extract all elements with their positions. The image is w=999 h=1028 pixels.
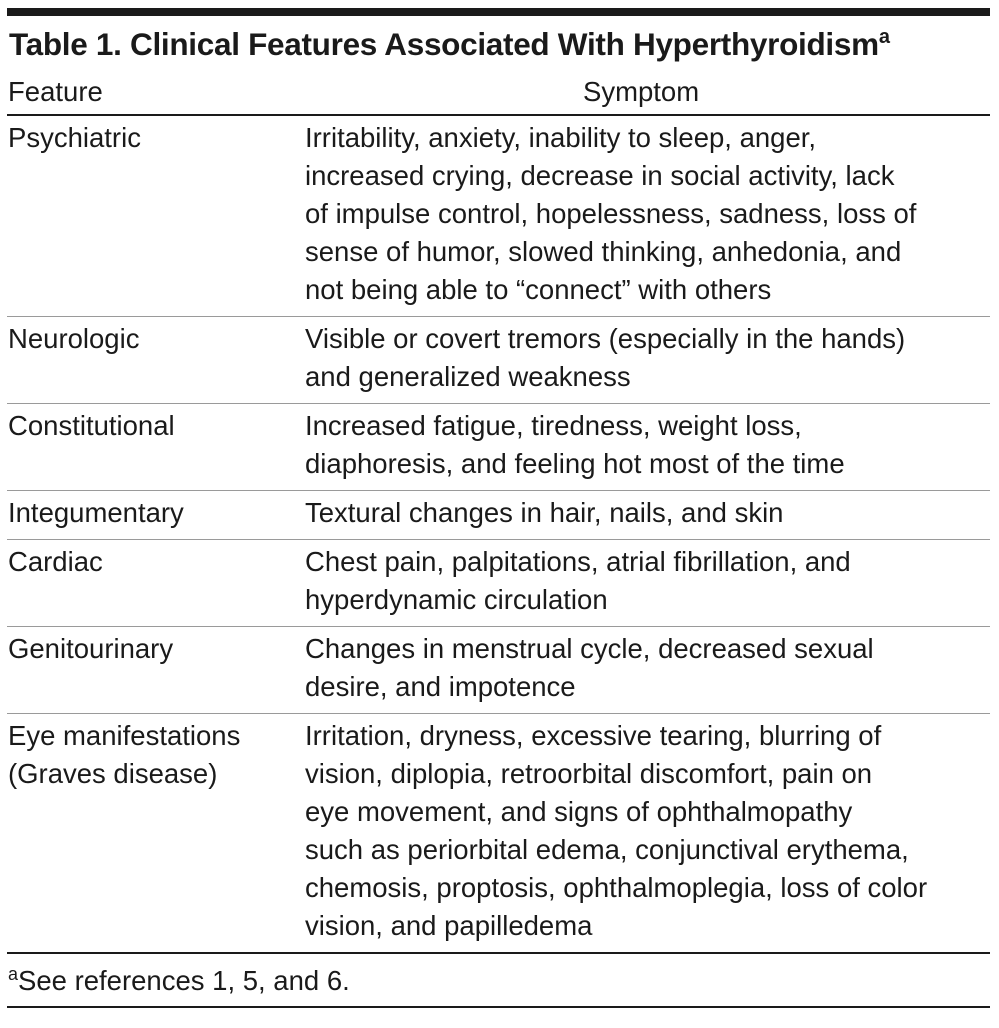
- table-header-row: [7, 72, 990, 114]
- bottom-rule: [7, 1006, 990, 1008]
- table-row: [7, 540, 990, 627]
- top-rule: [7, 8, 990, 16]
- table-title-text: Table 1. Clinical Features Associated With Hyperthyroidism: [9, 26, 879, 62]
- footnote-mark: a: [8, 964, 19, 984]
- table-row: [7, 116, 990, 317]
- symptom-cell: Irritation, dryness, excessive tearing, blurring of vision, diplopia, retroorbital discomfort, pain on eye movement, and signs of ophthalmopathy such as periorbital edema, conjunctival erythema, chemosis, proptosis, ophthalmoplegia, loss of color vision, and papilledema: [305, 720, 928, 941]
- table-row: [7, 491, 990, 540]
- column-header-symptom: Symptom: [583, 76, 700, 107]
- table-body: [7, 114, 990, 954]
- table-row: [7, 317, 990, 404]
- feature-cell: Cardiac: [8, 546, 103, 577]
- title-footnote-mark: a: [878, 26, 890, 48]
- table-row: [7, 404, 990, 491]
- symptom-cell: Textural changes in hair, nails, and skin: [305, 497, 784, 528]
- symptom-cell: Changes in menstrual cycle, decreased sexual desire, and impotence: [305, 633, 874, 702]
- feature-cell: Genitourinary: [8, 633, 174, 664]
- symptom-cell: Visible or covert tremors (especially in the hands) and generalized weakness: [305, 323, 906, 392]
- footnote-text: See references 1, 5, and 6.: [18, 965, 350, 996]
- feature-cell: Eye manifestations (Graves disease): [8, 720, 241, 789]
- symptom-cell: Chest pain, palpitations, atrial fibrillation, and hyperdynamic circulation: [305, 546, 851, 615]
- feature-cell: Neurologic: [8, 323, 140, 354]
- symptom-cell: Irritability, anxiety, inability to sleep, anger, increased crying, decrease in social activity, lack of impulse control, hopelessness, sadness, loss of sense of humor, slowed thinking, anhedonia, and not being able to “connect” with others: [305, 122, 917, 305]
- symptom-cell: Increased fatigue, tiredness, weight loss, diaphoresis, and feeling hot most of the time: [305, 410, 845, 479]
- table-row: [7, 714, 990, 954]
- feature-cell: Psychiatric: [8, 122, 141, 153]
- table-figure: [7, 8, 990, 1008]
- table-title: [9, 25, 990, 63]
- table-row: [7, 627, 990, 714]
- column-header-feature: Feature: [8, 76, 103, 107]
- feature-cell: Constitutional: [8, 410, 175, 441]
- table-footnote: [8, 962, 990, 1002]
- feature-cell: Integumentary: [8, 497, 184, 528]
